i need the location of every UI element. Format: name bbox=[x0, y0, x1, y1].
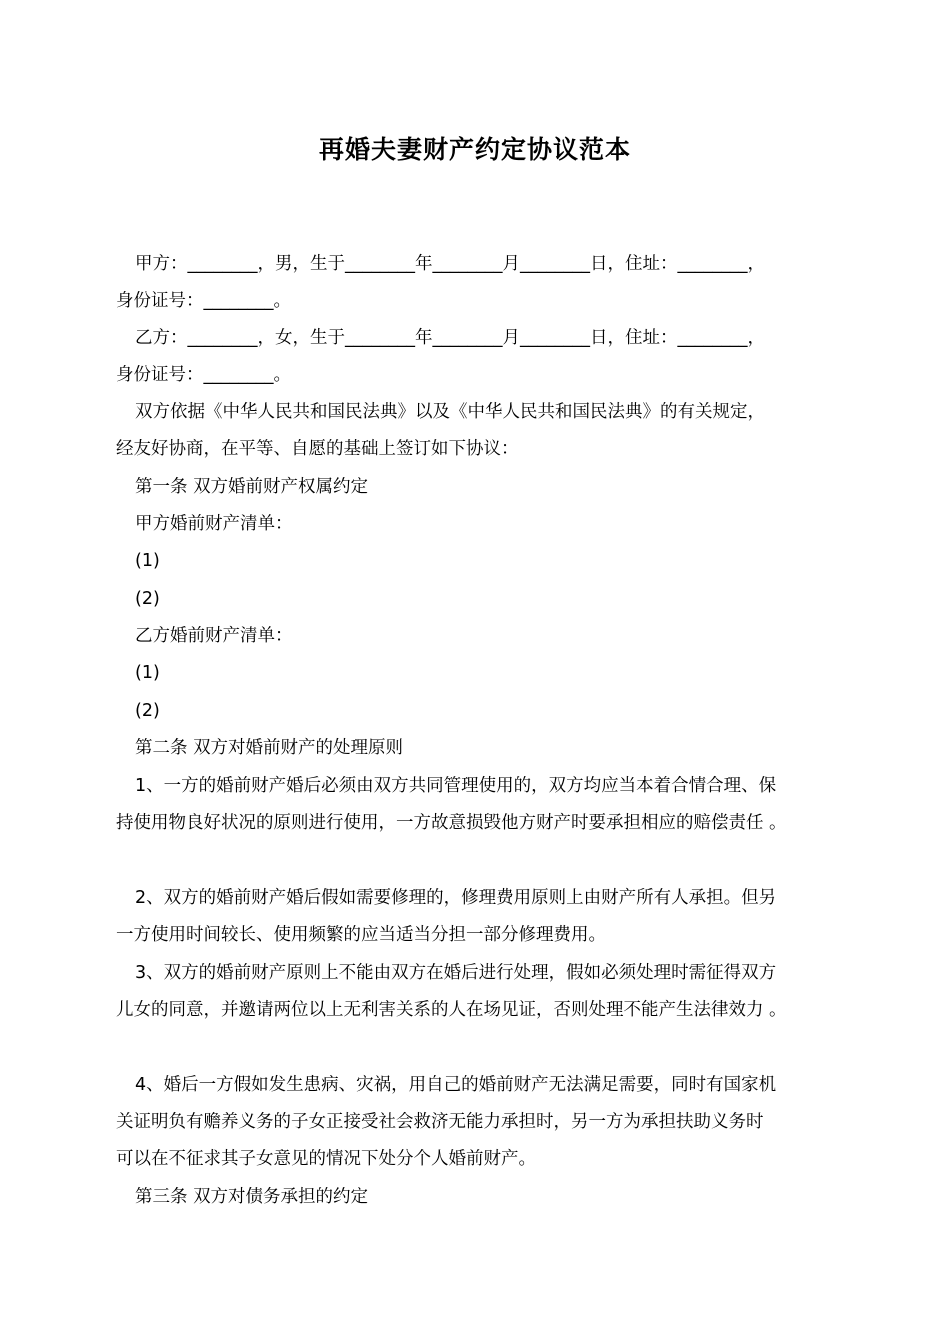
article-3-heading: 第三条 双方对债务承担的约定 bbox=[135, 1187, 369, 1207]
party-b-property-item-1: (1) bbox=[135, 663, 160, 683]
clause-3-line-2: 儿女的同意，并邀请两位以上无利害关系的人在场见证，否则处理不能产生法律效力 。 bbox=[116, 1000, 787, 1020]
preamble-line-1: 双方依据《中华人民共和国民法典》以及《中华人民共和国民法典》的有关规定， bbox=[135, 402, 765, 422]
clause-2-line-2: 一方使用时间较长、使用频繁的应当适当分担一部分修理费用。 bbox=[116, 925, 606, 945]
party-b-property-list-label: 乙方婚前财产清单： bbox=[135, 626, 293, 646]
article-1-heading: 第一条 双方婚前财产权属约定 bbox=[135, 477, 369, 497]
clause-1-line-2: 持使用物良好状况的原则进行使用，一方故意损毁他方财产时要承担相应的赔偿责任 。 bbox=[116, 813, 787, 833]
clause-3-line-1: 3、双方的婚前财产原则上不能由双方在婚后进行处理，假如必须处理时需征得双方 bbox=[135, 963, 777, 983]
clause-4-line-3: 可以在不征求其子女意见的情况下处分个人婚前财产。 bbox=[116, 1149, 536, 1169]
party-a-id: 身份证号：________。 bbox=[116, 291, 291, 311]
party-a-property-item-2: (2) bbox=[135, 589, 160, 609]
party-a-info: 甲方：________，男，生于________年________月________日，住址：________， bbox=[135, 254, 765, 274]
clause-2-line-1: 2、双方的婚前财产婚后假如需要修理的，修理费用原则上由财产所有人承担。但另 bbox=[135, 888, 777, 908]
party-b-property-item-2: (2) bbox=[135, 701, 160, 721]
preamble-line-2: 经友好协商，在平等、自愿的基础上签订如下协议： bbox=[116, 439, 519, 459]
article-2-heading: 第二条 双方对婚前财产的处理原则 bbox=[135, 738, 404, 758]
party-b-info: 乙方：________，女，生于________年________月________日，住址：________， bbox=[135, 328, 765, 348]
party-a-property-list-label: 甲方婚前财产清单： bbox=[135, 514, 293, 534]
clause-1-line-1: 1、一方的婚前财产婚后必须由双方共同管理使用的，双方均应当本着合情合理、保 bbox=[135, 776, 777, 796]
party-b-id: 身份证号：________。 bbox=[116, 365, 291, 385]
party-a-property-item-1: (1) bbox=[135, 551, 160, 571]
clause-4-line-2: 关证明负有赡养义务的子女正接受社会救济无能力承担时，另一方为承担扶助义务时 bbox=[116, 1112, 764, 1132]
document-title: 再婚夫妻财产约定协议范本 bbox=[318, 135, 631, 164]
clause-4-line-1: 4、婚后一方假如发生患病、灾祸，用自己的婚前财产无法满足需要，同时有国家机 bbox=[135, 1075, 777, 1095]
